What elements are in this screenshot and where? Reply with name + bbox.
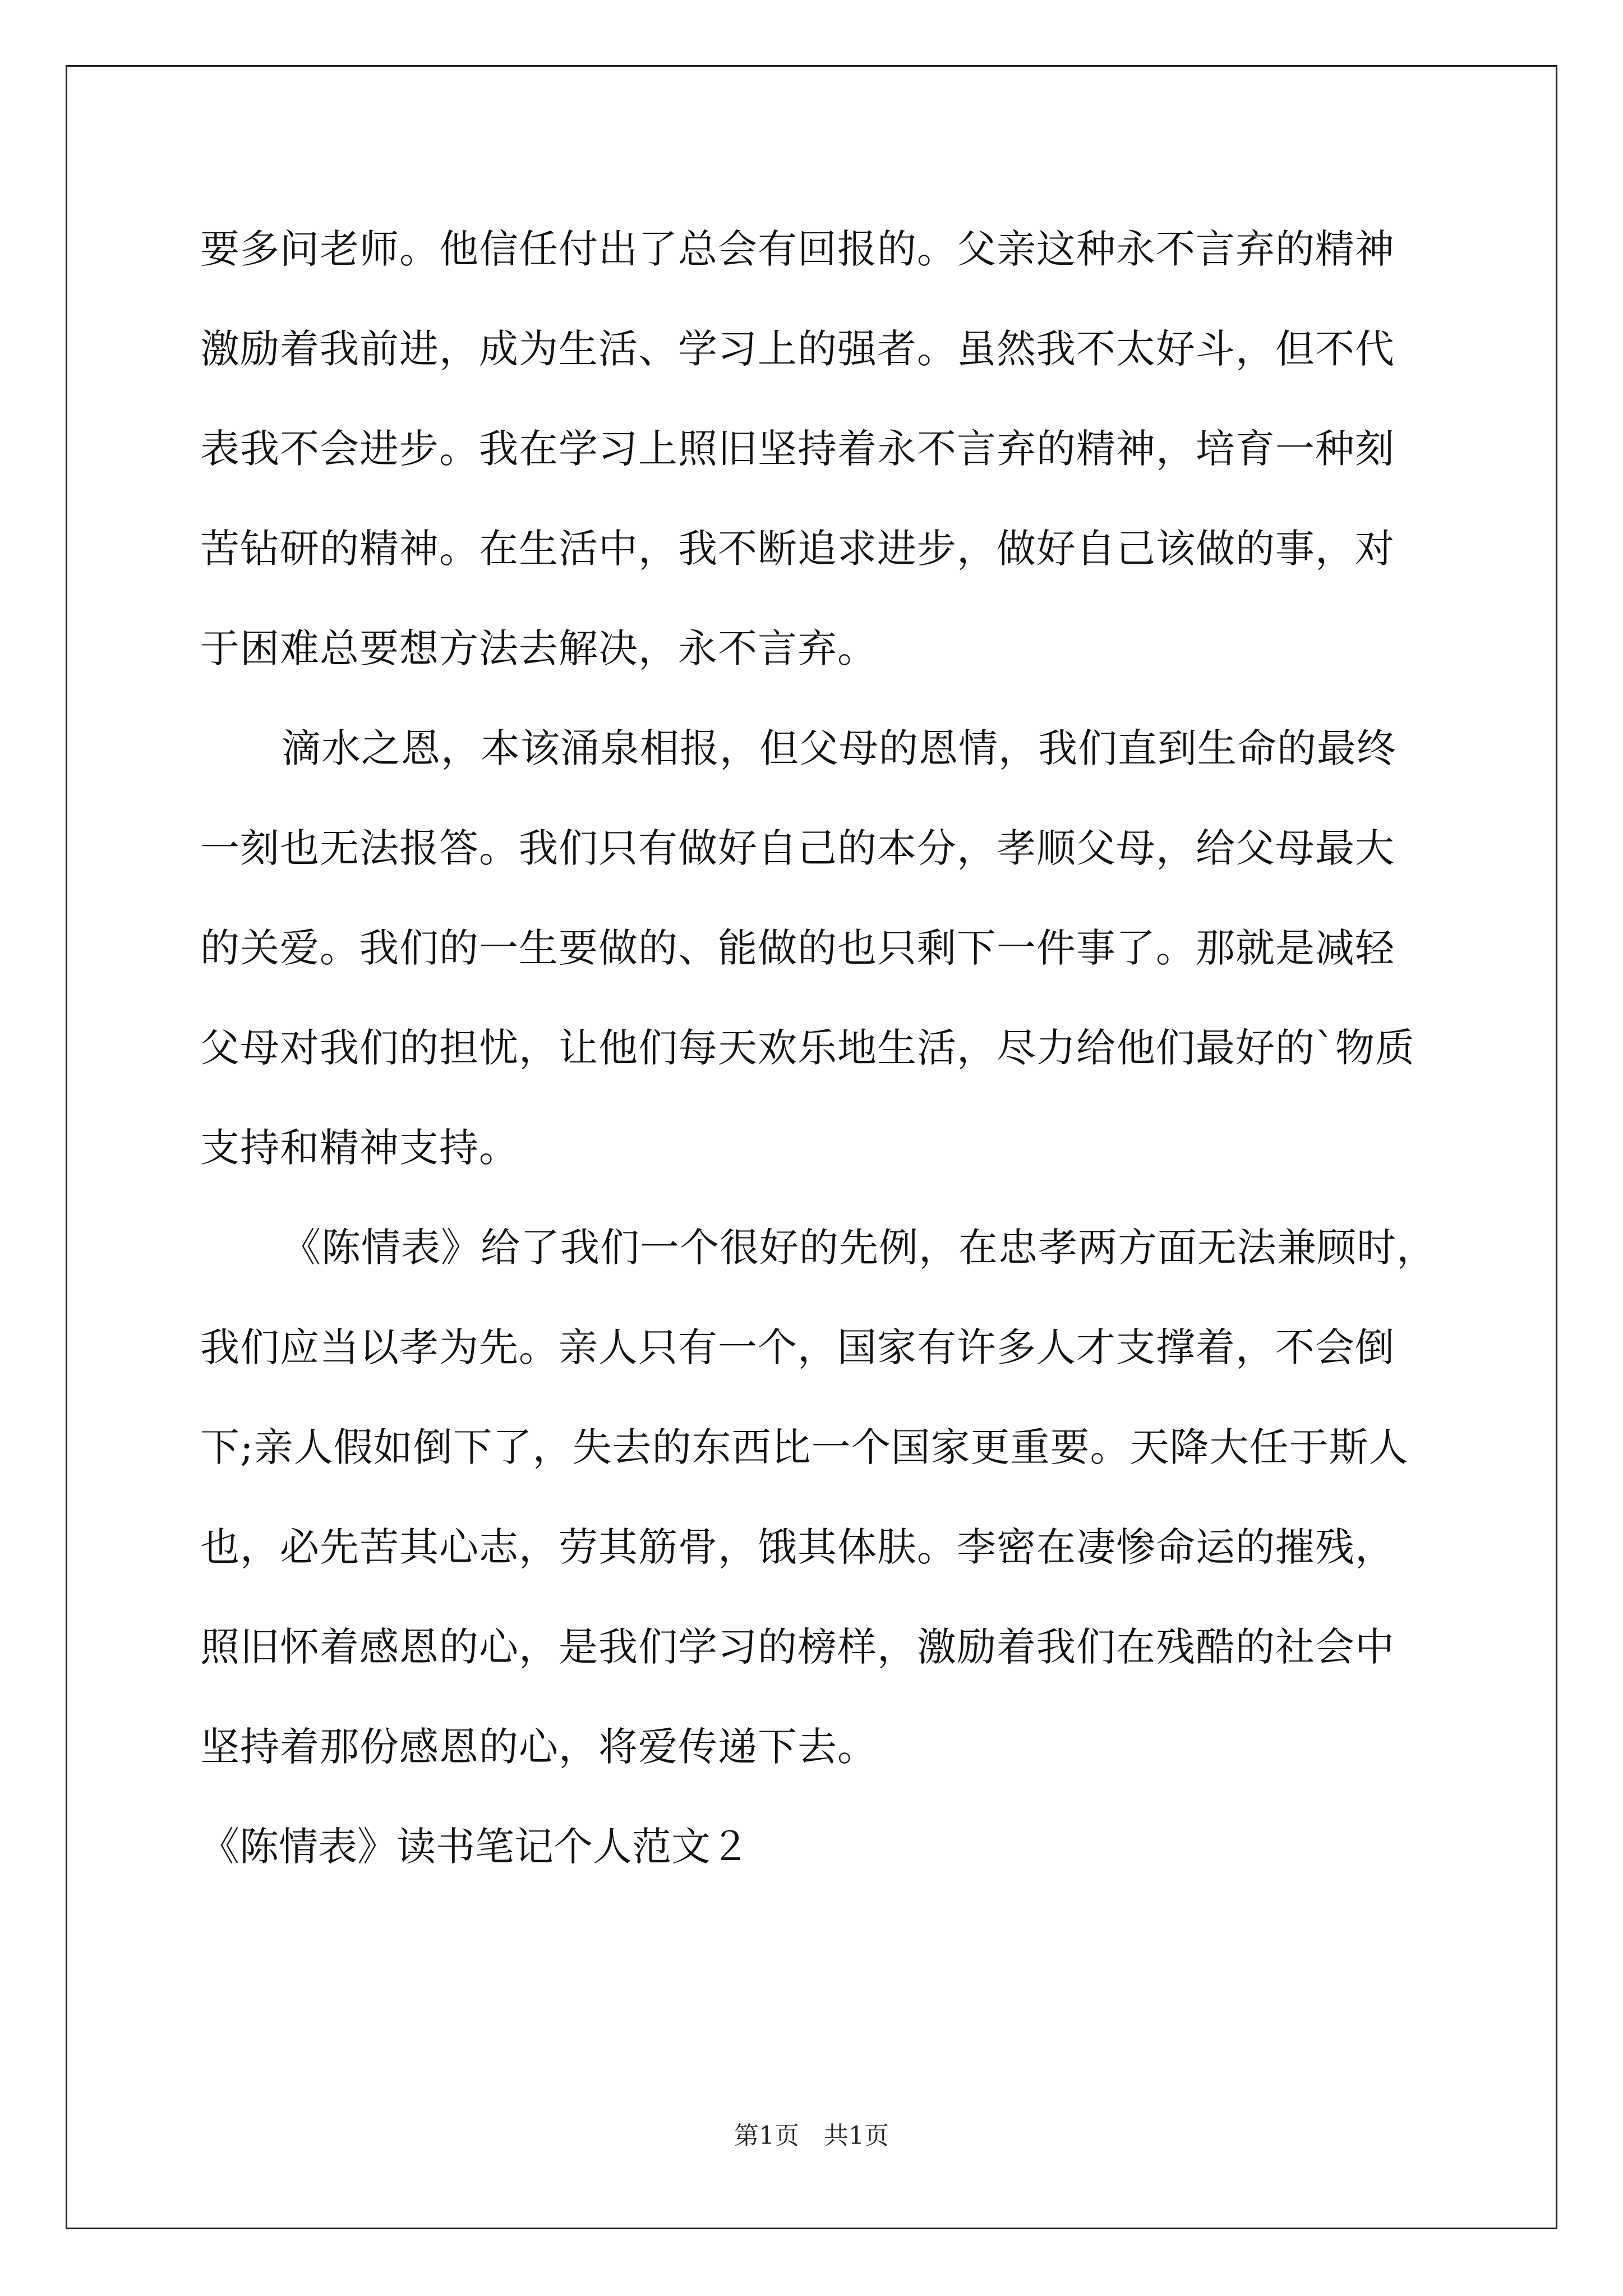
text-line: 父母对我们的担忧，让他们每天欢乐地生活，尽力给他们最好的`物质	[200, 1025, 1415, 1071]
paragraph-1	[200, 199, 1434, 698]
paragraph-3	[200, 1198, 1434, 1797]
text-line: 要多问老师。他信任付出了总会有回报的。父亲这种永不言弃的精神	[200, 226, 1395, 272]
paragraph-2	[200, 698, 1434, 1198]
text-line: 的关爱。我们的一生要做的、能做的也只剩下一件事了。那就是减轻	[200, 925, 1395, 971]
text-line: 《陈情表》给了我们一个很好的先例，在忠孝两方面无法兼顾时，	[282, 1225, 1436, 1271]
text-line: 也，必先苦其心志，劳其筋骨，饿其体肤。李密在凄惨命运的摧残，	[200, 1524, 1395, 1570]
text-line: 于困难总要想方法去解决，永不言弃。	[200, 625, 877, 671]
text-line: 一刻也无法报答。我们只有做好自己的本分，孝顺父母，给父母最大	[200, 825, 1395, 871]
text-line: 苦钻研的精神。在生活中，我不断追求进步，做好自己该做的事，对	[200, 526, 1395, 572]
text-line: 激励着我前进，成为生活、学习上的强者。虽然我不太好斗，但不代	[200, 326, 1395, 372]
text-line: 滴水之恩，本该涌泉相报，但父母的恩情，我们直到生命的最终	[282, 725, 1396, 771]
text-line: 坚持着那份感恩的心，将爱传递下去。	[200, 1724, 877, 1770]
page-footer	[0, 2119, 1623, 2153]
text-line: 支持和精神支持。	[200, 1125, 519, 1171]
section-heading: 《陈情表》读书笔记个人范文２	[200, 1824, 750, 1870]
text-line: 表我不会进步。我在学习上照旧坚持着永不言弃的精神，培育一种刻	[200, 426, 1395, 472]
text-line: 下;亲人假如倒下了，失去的东西比一个国家更重要。天降大任于斯人	[200, 1424, 1409, 1470]
text-line: 我们应当以孝为先。亲人只有一个，国家有许多人才支撑着，不会倒	[200, 1324, 1395, 1370]
document-body	[200, 199, 1434, 1897]
text-line: 照旧怀着感恩的心，是我们学习的榜样，激励着我们在残酷的社会中	[200, 1624, 1395, 1670]
page-number-label: 第1页 共1页	[734, 2122, 889, 2150]
